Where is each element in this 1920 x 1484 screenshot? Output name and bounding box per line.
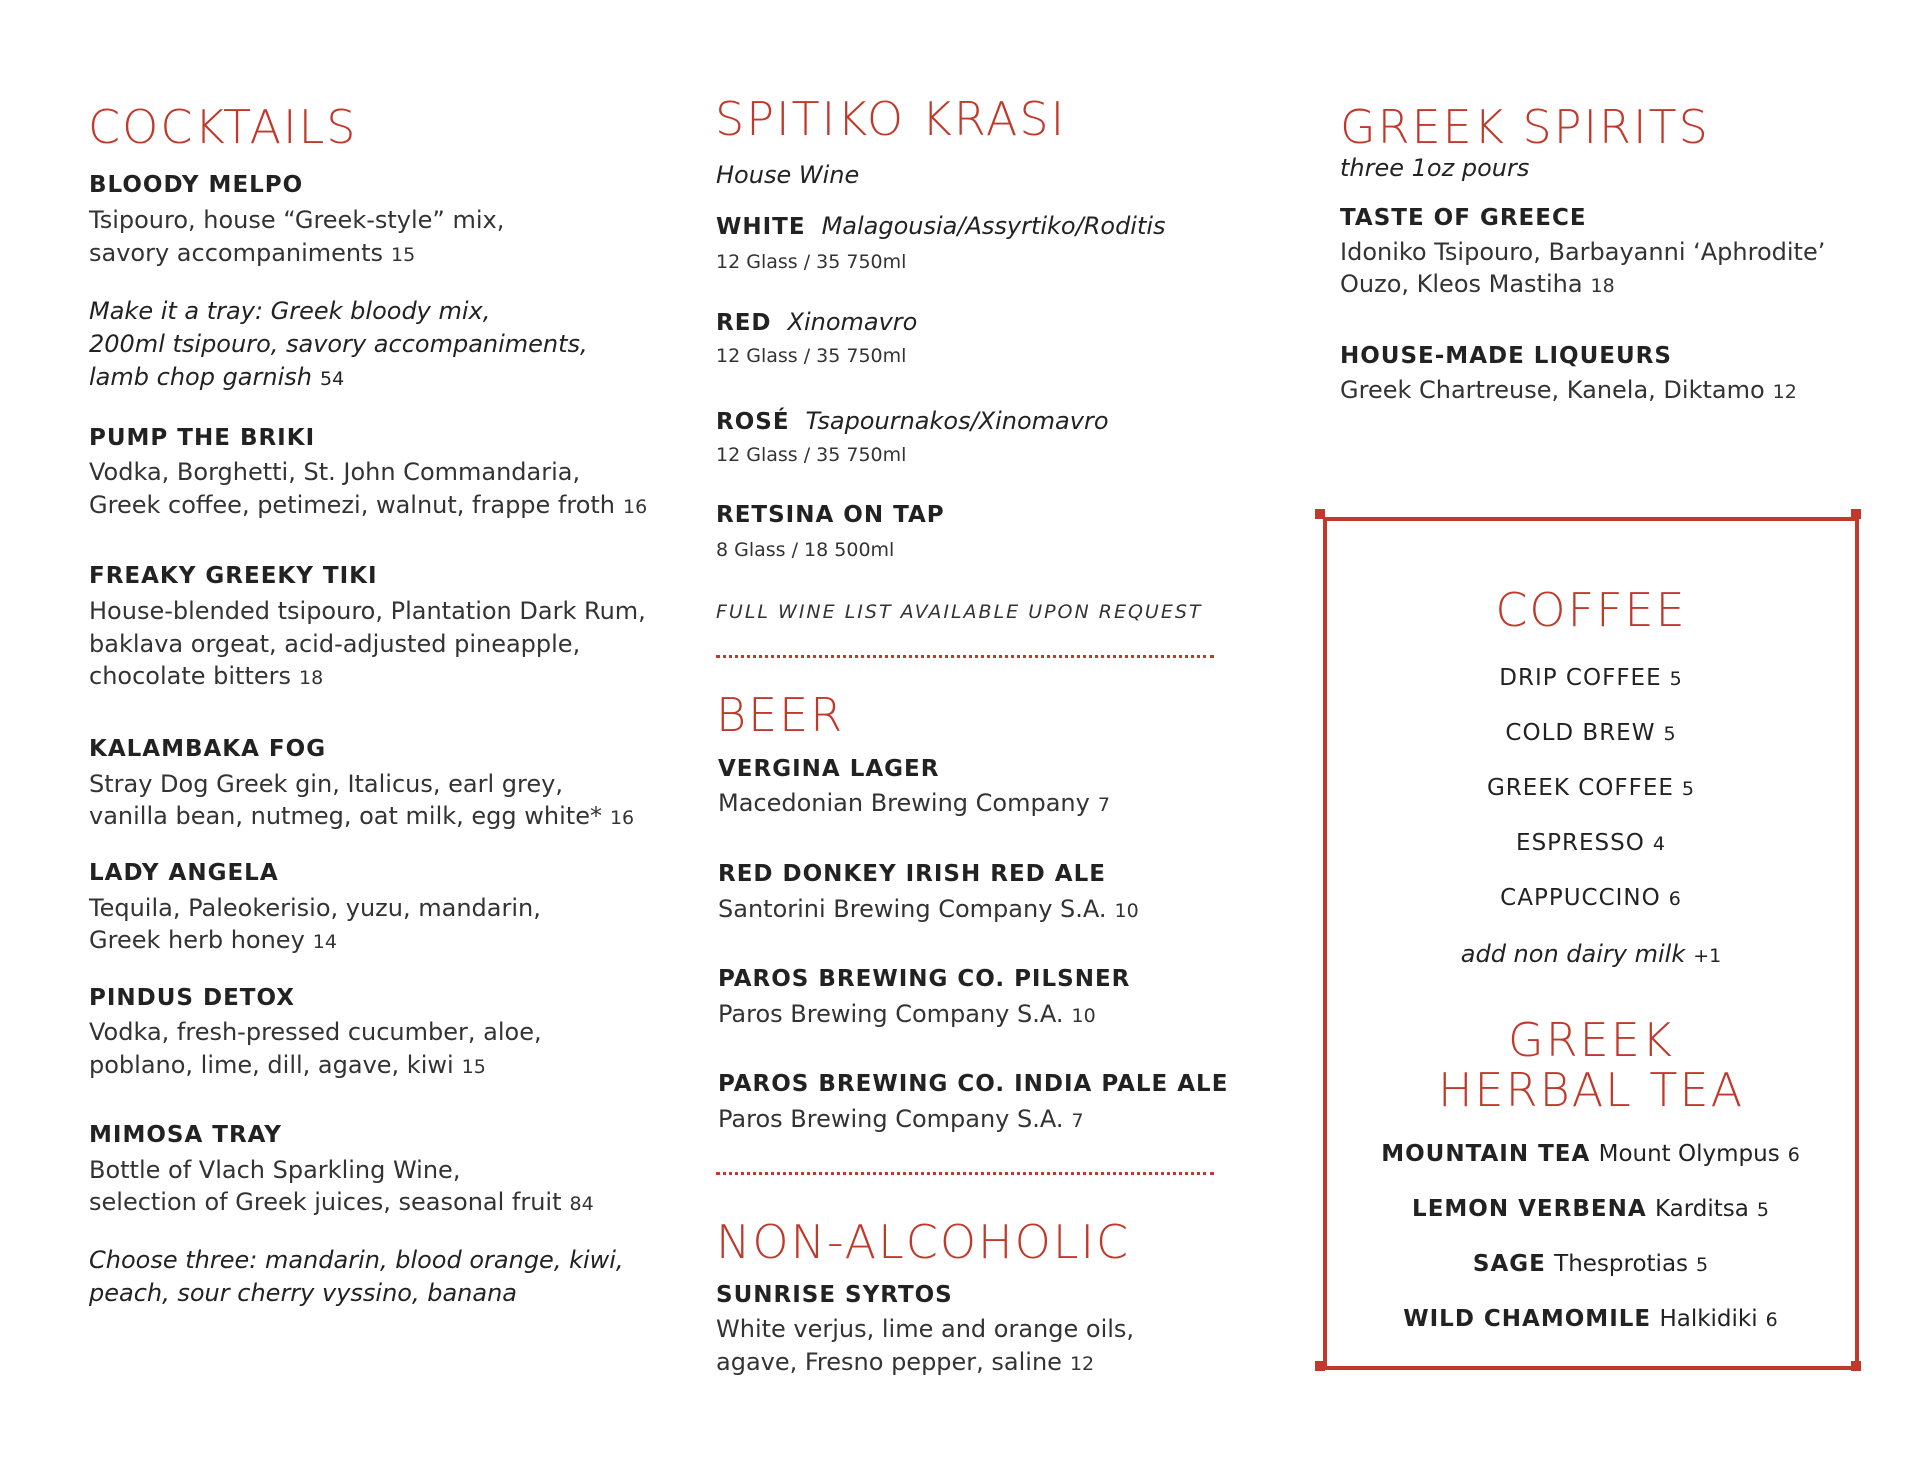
bloody-melpo-price: 15 xyxy=(391,244,416,266)
freaky-greeky-tiki-desc-2: baklava orgeat, acid-adjusted pineapple, xyxy=(89,630,581,658)
tea-sage-origin: Thesprotias xyxy=(1554,1251,1689,1277)
coffee-item-cold-brew: COLD BREW 5 xyxy=(1505,720,1677,746)
coffee-item-greek: GREEK COFFEE 5 xyxy=(1486,775,1696,801)
house-wine-subtitle: House Wine xyxy=(716,161,860,189)
greek-spirits-subtitle: three 1oz pours xyxy=(1340,154,1530,182)
herbal-tea-heading-2: HERBAL TEA xyxy=(1437,1063,1745,1117)
beer-4-desc: Paros Brewing Company S.A. 7 xyxy=(718,1105,1084,1133)
house-made-liqueurs-desc: Greek Chartreuse, Kanela, Diktamo 12 xyxy=(1340,376,1797,404)
mimosa-tray-desc-1: Bottle of Vlach Sparkling Wine, xyxy=(89,1156,461,1184)
tea-item-mountain: MOUNTAIN TEA Mount Olympus 6 xyxy=(1381,1141,1801,1167)
freaky-greeky-tiki-name: FREAKY GREEKY TIKI xyxy=(89,563,378,589)
coffee-cappuccino-price: 6 xyxy=(1668,888,1682,910)
coffee-espresso-price: 4 xyxy=(1652,833,1666,855)
taste-of-greece-price: 18 xyxy=(1590,275,1615,297)
coffee-greek-price: 5 xyxy=(1681,778,1696,800)
pump-the-briki-desc-1: Vodka, Borghetti, St. John Commandaria, xyxy=(89,458,581,486)
frame-corner-br xyxy=(1851,1361,1861,1371)
wine-white-price: 12 Glass / 35 750ml xyxy=(716,251,907,273)
wine-red-price: 12 Glass / 35 750ml xyxy=(716,345,907,367)
sunrise-syrtos-price: 12 xyxy=(1069,1353,1095,1375)
tea-item-wild-chamomile: WILD CHAMOMILE Halkidiki 6 xyxy=(1403,1306,1779,1332)
freaky-greeky-tiki-desc-3: chocolate bitters 18 xyxy=(89,662,324,690)
wine-rose-name: ROSÉ xyxy=(716,409,790,435)
frame-corner-bl xyxy=(1315,1361,1325,1371)
wine-red-line xyxy=(716,308,917,336)
taste-of-greece-name: TASTE OF GREECE xyxy=(1340,205,1587,231)
section-divider-wine xyxy=(716,655,1214,658)
tea-wild-chamomile-price: 6 xyxy=(1765,1309,1779,1331)
lady-angela-name: LADY ANGELA xyxy=(89,860,279,886)
tea-lemon-verbena-price: 5 xyxy=(1756,1199,1770,1221)
beer-heading: BEER xyxy=(716,688,845,742)
pindus-detox-desc-2: poblano, lime, dill, agave, kiwi 15 xyxy=(89,1051,486,1079)
greek-spirits-heading: GREEK SPIRITS xyxy=(1340,100,1710,154)
tray-note-1: Make it a tray: Greek bloody mix, xyxy=(89,297,491,325)
coffee-cold-brew-price: 5 xyxy=(1663,723,1677,745)
non-alcoholic-heading: NON-ALCOHOLIC xyxy=(716,1215,1131,1269)
freaky-greeky-tiki-price: 18 xyxy=(299,667,324,689)
section-divider-beer xyxy=(716,1172,1214,1175)
pump-the-briki-name: PUMP THE BRIKI xyxy=(89,425,316,451)
beer-3-price: 10 xyxy=(1071,1005,1096,1027)
beer-3-name: PAROS BREWING CO. PILSNER xyxy=(718,966,1131,992)
mimosa-choose-note-1: Choose three: mandarin, blood orange, kiwi, xyxy=(89,1246,624,1274)
pump-the-briki-desc-2: Greek coffee, petimezi, walnut, frappe froth 16 xyxy=(89,491,648,519)
coffee-non-dairy-price: +1 xyxy=(1693,945,1722,967)
wine-red-name: RED xyxy=(716,310,772,336)
full-wine-list-note: FULL WINE LIST AVAILABLE UPON REQUEST xyxy=(716,601,1203,623)
tea-item-sage: SAGE Thesprotias 5 xyxy=(1472,1251,1710,1277)
beer-4-name: PAROS BREWING CO. INDIA PALE ALE xyxy=(718,1071,1229,1097)
sunrise-syrtos-desc-1: White verjus, lime and orange oils, xyxy=(716,1315,1135,1343)
wine-white-line xyxy=(716,212,1166,240)
house-made-liqueurs-price: 12 xyxy=(1772,381,1797,403)
wine-rose-line xyxy=(716,407,1109,435)
beer-2-price: 10 xyxy=(1114,900,1139,922)
beer-2-desc: Santorini Brewing Company S.A. 10 xyxy=(718,895,1139,923)
taste-of-greece-desc-2: Ouzo, Kleos Mastiha 18 xyxy=(1340,270,1615,298)
frame-corner-tl xyxy=(1315,509,1325,519)
tea-wild-chamomile-origin: Halkidiki xyxy=(1659,1306,1758,1332)
pindus-detox-price: 15 xyxy=(461,1056,486,1078)
pindus-detox-name: PINDUS DETOX xyxy=(89,985,295,1011)
freaky-greeky-tiki-desc-1: House-blended tsipouro, Plantation Dark Rum, xyxy=(89,597,646,625)
tea-sage-price: 5 xyxy=(1696,1254,1710,1276)
kalambaka-fog-desc-1: Stray Dog Greek gin, Italicus, earl grey, xyxy=(89,770,563,798)
mimosa-tray-price: 84 xyxy=(569,1193,594,1215)
kalambaka-fog-name: KALAMBAKA FOG xyxy=(89,736,327,762)
coffee-item-drip: DRIP COFFEE 5 xyxy=(1499,665,1683,691)
sunrise-syrtos-desc-2: agave, Fresno pepper, saline 12 xyxy=(716,1348,1095,1376)
spitiko-krasi-heading: SPITIKO KRASI xyxy=(715,92,1067,146)
beer-1-desc: Macedonian Brewing Company 7 xyxy=(718,789,1110,817)
beer-4-price: 7 xyxy=(1071,1110,1084,1132)
mimosa-choose-note-2: peach, sour cherry vyssino, banana xyxy=(89,1279,518,1307)
kalambaka-fog-desc-2: vanilla bean, nutmeg, oat milk, egg white* 16 xyxy=(89,802,635,830)
bloody-melpo-name: BLOODY MELPO xyxy=(89,172,304,198)
pump-the-briki-price: 16 xyxy=(623,496,648,518)
coffee-item-cappuccino: CAPPUCCINO 6 xyxy=(1500,885,1682,911)
lady-angela-desc-1: Tequila, Paleokerisio, yuzu, mandarin, xyxy=(89,894,541,922)
lady-angela-price: 14 xyxy=(312,931,337,953)
beer-2-name: RED DONKEY IRISH RED ALE xyxy=(718,861,1106,887)
wine-rose-price: 12 Glass / 35 750ml xyxy=(716,444,907,466)
beer-1-price: 7 xyxy=(1097,794,1110,816)
mimosa-tray-name: MIMOSA TRAY xyxy=(89,1122,282,1148)
kalambaka-fog-price: 16 xyxy=(609,807,635,829)
coffee-non-dairy-milk: add non dairy milk +1 xyxy=(1460,940,1722,968)
sunrise-syrtos-name: SUNRISE SYRTOS xyxy=(716,1282,953,1308)
tea-lemon-verbena-origin: Karditsa xyxy=(1654,1196,1749,1222)
tea-mountain-origin: Mount Olympus xyxy=(1598,1141,1780,1167)
retsina-name: RETSINA ON TAP xyxy=(716,502,945,528)
beer-3-desc: Paros Brewing Company S.A. 10 xyxy=(718,1000,1096,1028)
bloody-melpo-desc-2: savory accompaniments 15 xyxy=(89,239,416,267)
wine-white-name: WHITE xyxy=(716,214,806,240)
retsina-price: 8 Glass / 18 500ml xyxy=(716,539,895,561)
wine-red-grapes: Xinomavro xyxy=(787,308,918,336)
taste-of-greece-desc-1: Idoniko Tsipouro, Barbayanni ‘Aphrodite’ xyxy=(1340,238,1826,266)
coffee-drip-price: 5 xyxy=(1669,668,1683,690)
house-made-liqueurs-name: HOUSE-MADE LIQUEURS xyxy=(1340,343,1672,369)
wine-white-grapes: Malagousia/Assyrtiko/Roditis xyxy=(821,212,1166,240)
tea-mountain-price: 6 xyxy=(1787,1144,1801,1166)
herbal-tea-heading-1: GREEK xyxy=(1508,1013,1674,1067)
pindus-detox-desc-1: Vodka, fresh-pressed cucumber, aloe, xyxy=(89,1018,542,1046)
bloody-melpo-desc-1: Tsipouro, house “Greek-style” mix, xyxy=(89,206,505,234)
tray-note-3: lamb chop garnish 54 xyxy=(89,363,345,391)
coffee-item-espresso: ESPRESSO 4 xyxy=(1516,830,1666,856)
lady-angela-desc-2: Greek herb honey 14 xyxy=(89,926,337,954)
wine-rose-grapes: Tsapournakos/Xinomavro xyxy=(805,407,1109,435)
frame-corner-tr xyxy=(1851,509,1861,519)
tray-price: 54 xyxy=(319,368,345,390)
beer-1-name: VERGINA LAGER xyxy=(718,756,940,782)
mimosa-tray-desc-2: selection of Greek juices, seasonal fruit 84 xyxy=(89,1188,594,1216)
tea-item-lemon-verbena: LEMON VERBENA Karditsa 5 xyxy=(1412,1196,1770,1222)
cocktails-heading: COCKTAILS xyxy=(88,100,358,154)
coffee-heading: COFFEE xyxy=(1495,583,1687,637)
tray-note-2: 200ml tsipouro, savory accompaniments, xyxy=(89,330,588,358)
